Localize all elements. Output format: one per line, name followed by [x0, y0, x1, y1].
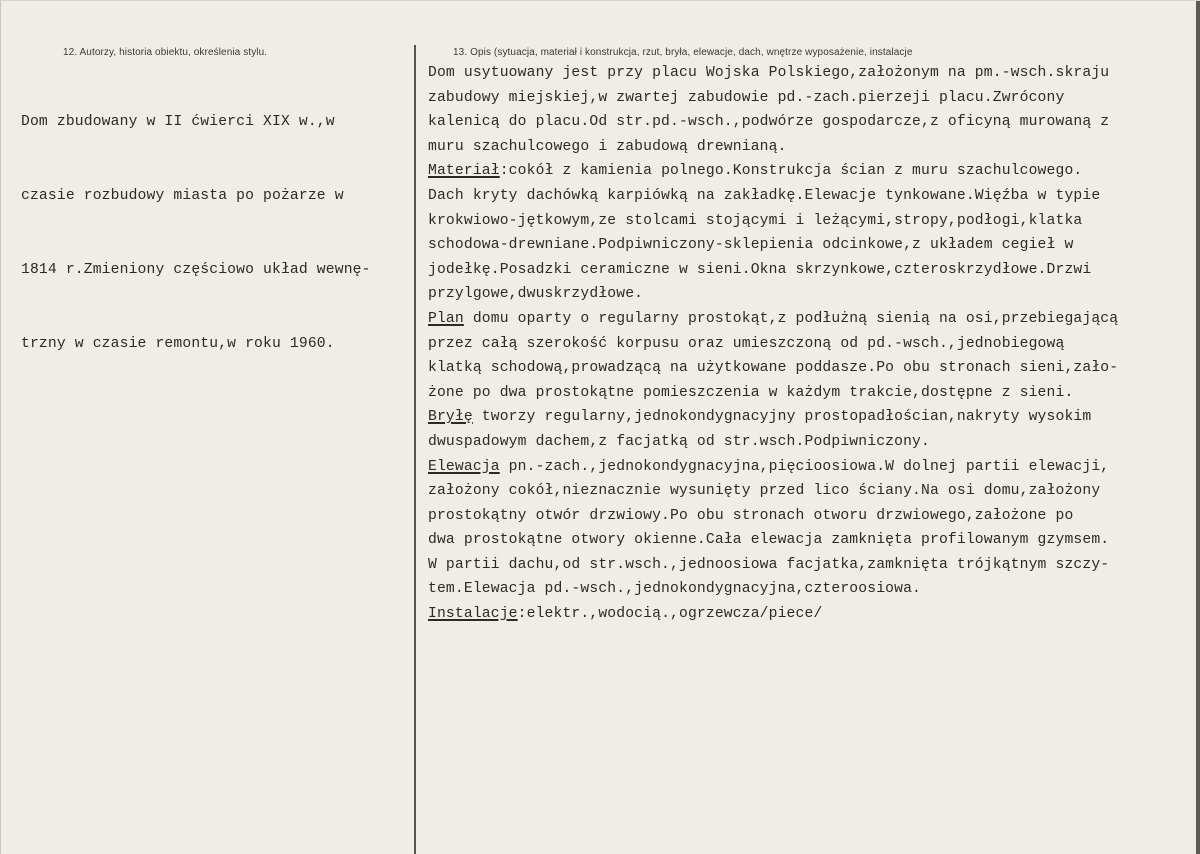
description-line	[428, 307, 1118, 332]
description-line-text: krokwiowo-jętkowym,ze stolcami stojącymi i leżącymi,stropy,podłogi,klatka	[428, 212, 1083, 229]
description-line-text: Dom usytuowany jest przy placu Wojska Polskiego,założonym na pm.-wsch.skraju	[428, 65, 1110, 81]
description-line-text: muru szachulcowego i zabudową drewnianą.	[428, 138, 787, 155]
description-line	[428, 110, 1118, 135]
description-line	[428, 258, 1118, 283]
description-line	[428, 430, 1118, 455]
description-line	[428, 405, 1118, 430]
description-line-text: prostokątny otwór drzwiowy.Po obu stronach otworu drzwiowego,założone po	[428, 507, 1074, 524]
description-line-text: schodowa-drewniane.Podpiwniczony-sklepienia odcinkowe,z układem cegieł w	[428, 237, 1074, 254]
description-line	[428, 86, 1118, 111]
section-label: Elewacja	[428, 458, 500, 475]
history-line: trzny w czasie remontu,w roku 1960.	[21, 335, 335, 352]
description-line-text: założony cokół,nieznacznie wysunięty przed lico ściany.Na osi domu,założony	[428, 483, 1101, 500]
description-line-text: klatką schodową,prowadzącą na użytkowane poddasze.Po obu stronach sieni,zało-	[428, 360, 1119, 377]
description-line-text: :elektr.,wodocią.,ogrzewcza/piece/	[517, 606, 823, 623]
description-line-text: Dach kryty dachówką karpiówką na zakładkę.Elewacje tynkowane.Więźba w typie	[428, 187, 1101, 204]
history-text	[21, 61, 371, 405]
history-line: 1814 r.Zmieniony częściowo układ wewnę-	[21, 261, 371, 278]
description-line	[428, 184, 1118, 209]
description-line	[428, 282, 1118, 307]
description-line-text: dwa prostokątne otwory okienne.Cała elewacja zamknięta profilowanym gzymsem.	[428, 532, 1110, 549]
description-line-text: przez całą szerokość korpusu oraz umieszczoną od pd.-wsch.,jednobiegową	[428, 335, 1065, 352]
description-line	[428, 381, 1118, 406]
description-line-text: tworzy regularny,jednokondygnacyjny prostopadłościan,nakryty wysokim	[472, 409, 1092, 426]
description-line	[428, 159, 1118, 184]
description-line-text: przylgowe,dwuskrzydłowe.	[428, 286, 644, 303]
description-line	[428, 504, 1118, 529]
column-divider	[414, 45, 416, 854]
history-line: Dom zbudowany w II ćwierci XIX w.,w	[21, 114, 335, 131]
description-line	[428, 455, 1118, 480]
card-edge-shadow	[1196, 1, 1200, 854]
description-line-text: :cokół z kamienia polnego.Konstrukcja ścian z muru szachulcowego.	[499, 163, 1083, 180]
section-label: Bryłę	[428, 409, 473, 426]
description-line-text: pn.-zach.,jednokondygnacyjna,pięcioosiowa.W dolnej partii elewacji,	[499, 458, 1110, 475]
description-line-text: kalenicą do placu.Od str.pd.-wsch.,podwórze gospodarcze,z oficyną murowaną z	[428, 114, 1110, 131]
section-label: Instalacje	[428, 606, 518, 623]
description-line	[428, 233, 1118, 258]
section-label: Plan	[428, 310, 464, 327]
description-line-text: jodełkę.Posadzki ceramiczne w sieni.Okna skrzynkowe,czteroskrzydłowe.Drzwi	[428, 261, 1092, 278]
description-line-text: tem.Elewacja pd.-wsch.,jednokondygnacyjna,czteroosiowa.	[428, 581, 922, 598]
description-line	[428, 356, 1118, 381]
header-authors-history: 12. Autorzy, historia obiektu, określenia stylu.	[63, 47, 268, 58]
description-line	[428, 528, 1118, 553]
description-line	[428, 479, 1118, 504]
description-line	[428, 61, 1118, 86]
description-line	[428, 553, 1118, 578]
description-line	[428, 577, 1118, 602]
description-line-text: dwuspadowym dachem,z facjatką od str.wsch.Podpiwniczony.	[428, 433, 930, 450]
section-label: Materiał	[428, 163, 500, 180]
description-line	[428, 209, 1118, 234]
header-description: 13. Opis (sytuacja, materiał i konstrukcja, rzut, bryła, elewacje, dach, wnętrze wyposażenie, instalacje	[453, 47, 913, 58]
description-line	[428, 332, 1118, 357]
description-line-text: domu oparty o regularny prostokąt,z podłużną sienią na osi,przebiegającą	[463, 310, 1119, 327]
description-line	[428, 135, 1118, 160]
description-line-text: W partii dachu,od str.wsch.,jednoosiowa facjatka,zamknięta trójkątnym szczy-	[428, 556, 1110, 573]
description-line	[428, 602, 1118, 627]
description-line-text: zabudowy miejskiej,w zwartej zabudowie pd.-zach.pierzeji placu.Zwrócony	[428, 89, 1065, 106]
history-line: czasie rozbudowy miasta po pożarze w	[21, 187, 344, 204]
description-line-text: żone po dwa prostokątne pomieszczenia w każdym trakcie,dostępne z sieni.	[428, 384, 1074, 401]
description-text	[428, 61, 1118, 627]
